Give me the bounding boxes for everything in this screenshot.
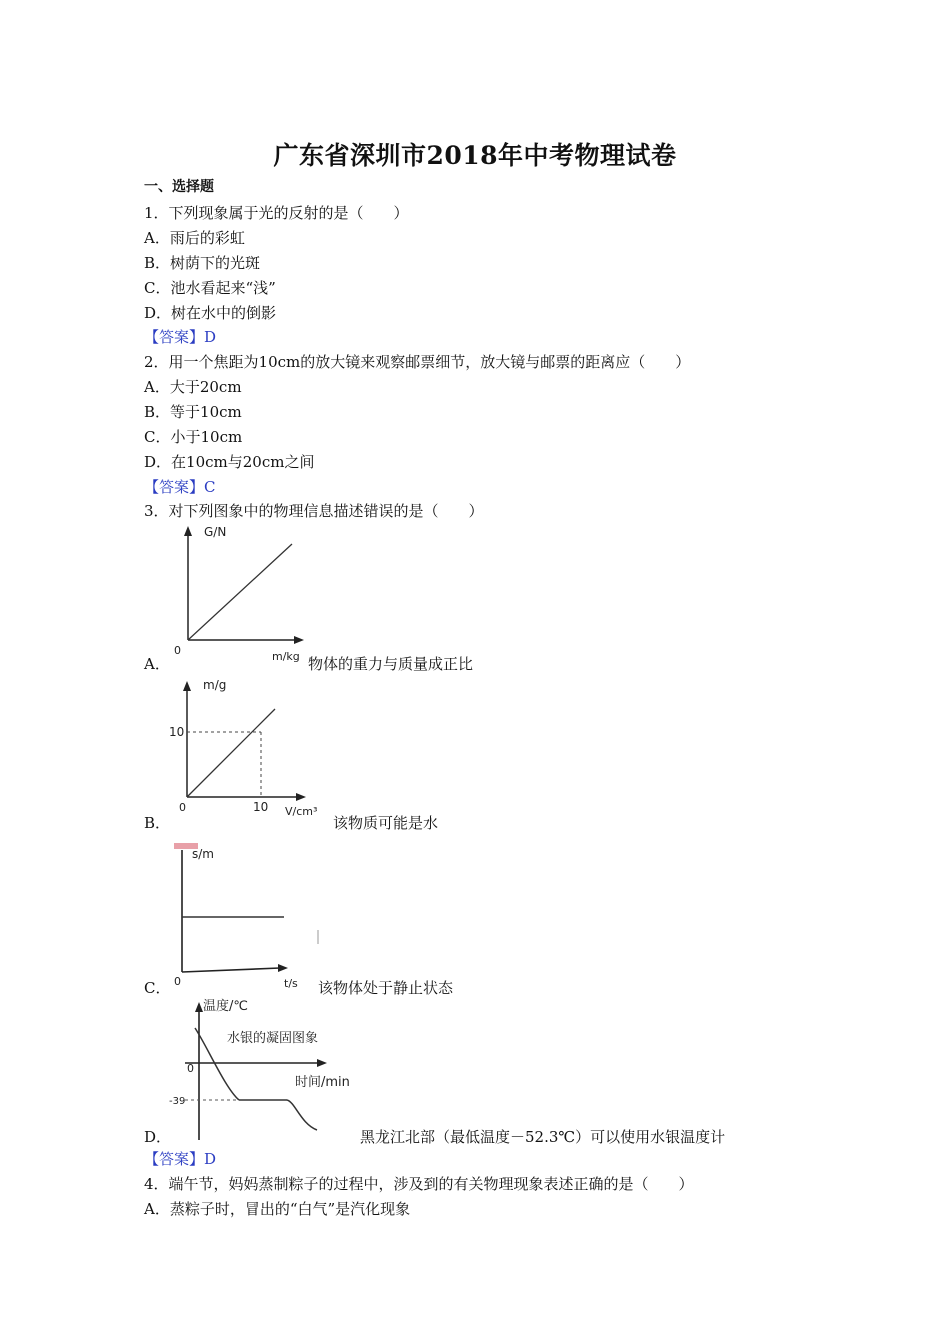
question-1-option-c: C．池水看起来“浅” <box>144 279 276 297</box>
question-2-option-d: D．在10cm与20cm之间 <box>144 453 315 471</box>
question-1-option-b: B．树荫下的光斑 <box>144 254 261 272</box>
question-1-answer <box>144 327 216 347</box>
question-1-option-a: A．雨后的彩虹 <box>144 229 245 247</box>
answer-label: 【答案】 <box>144 1150 205 1168</box>
question-1-option-d: D．树在水中的倒影 <box>144 304 277 322</box>
graph-d-freeze-label: -39 <box>169 1096 186 1107</box>
graph-b-xlabel: V/cm³ <box>285 805 318 818</box>
graph-a-origin: 0 <box>174 644 181 657</box>
question-3-option-d-letter: D． <box>144 1128 172 1146</box>
graph-c-ylabel: s/m <box>192 847 214 861</box>
graph-c-origin: 0 <box>174 975 181 988</box>
graph-b-ytick: 10 <box>169 725 185 739</box>
graph-d-curve-label: 水银的凝固图象 <box>227 1031 319 1046</box>
question-3-answer <box>144 1149 216 1169</box>
graph-c-distance-time <box>168 840 328 990</box>
graph-d-mercury-solidification <box>165 998 365 1148</box>
question-1-stem: 1．下列现象属于光的反射的是（ ） <box>144 204 409 222</box>
graph-d-ylabel: 温度/℃ <box>203 999 248 1014</box>
question-3-option-b-text: 该物质可能是水 <box>333 814 439 832</box>
answer-label: 【答案】 <box>144 328 205 346</box>
graph-a-ylabel: G/N <box>204 525 227 539</box>
question-2-stem: 2．用一个焦距为10cm的放大镜来观察邮票细节，放大镜与邮票的距离应（ ） <box>144 353 691 371</box>
graph-c-xlabel: t/s <box>284 977 298 990</box>
question-4-option-a: A．蒸粽子时，冒出的“白气”是汽化现象 <box>144 1200 411 1218</box>
answer-value: D <box>204 1150 217 1168</box>
graph-b-origin: 0 <box>179 801 186 814</box>
answer-value: D <box>204 328 217 346</box>
answer-label: 【答案】 <box>144 478 205 496</box>
question-3-option-b-letter: B． <box>144 814 171 832</box>
question-2-answer <box>144 477 216 497</box>
graph-d-xlabel: 时间/min <box>295 1075 350 1090</box>
graph-b-ylabel: m/g <box>203 678 227 692</box>
graph-b-xtick: 10 <box>253 800 269 814</box>
question-3-option-d-text: 黑龙江北部（最低温度－52.3℃）可以使用水银温度计 <box>360 1128 726 1146</box>
question-2-option-c: C．小于10cm <box>144 428 243 446</box>
question-3-option-c-text: 该物体处于静止状态 <box>318 979 454 997</box>
question-4-stem: 4．端午节，妈妈蒸制粽子的过程中，涉及到的有关物理现象表述正确的是（ ） <box>144 1175 694 1193</box>
question-3-option-c-letter: C． <box>144 979 171 997</box>
graph-b-mass-volume <box>165 675 340 820</box>
graph-d-zero-label: 0 <box>187 1062 194 1075</box>
graph-a-gravity-mass <box>168 522 318 662</box>
question-3-option-a-letter: A． <box>144 655 170 673</box>
answer-value: C <box>204 478 216 496</box>
question-3-option-a-text: 物体的重力与质量成正比 <box>308 655 474 673</box>
question-2-option-a: A．大于20cm <box>144 378 242 396</box>
page-title: 广东省深圳市2018年中考物理试卷 <box>273 141 677 170</box>
question-2-option-b: B．等于10cm <box>144 403 242 421</box>
graph-a-xlabel: m/kg <box>272 650 300 662</box>
section-heading: 一、选择题 <box>144 179 214 195</box>
question-3-stem: 3．对下列图象中的物理信息描述错误的是（ ） <box>144 502 484 520</box>
